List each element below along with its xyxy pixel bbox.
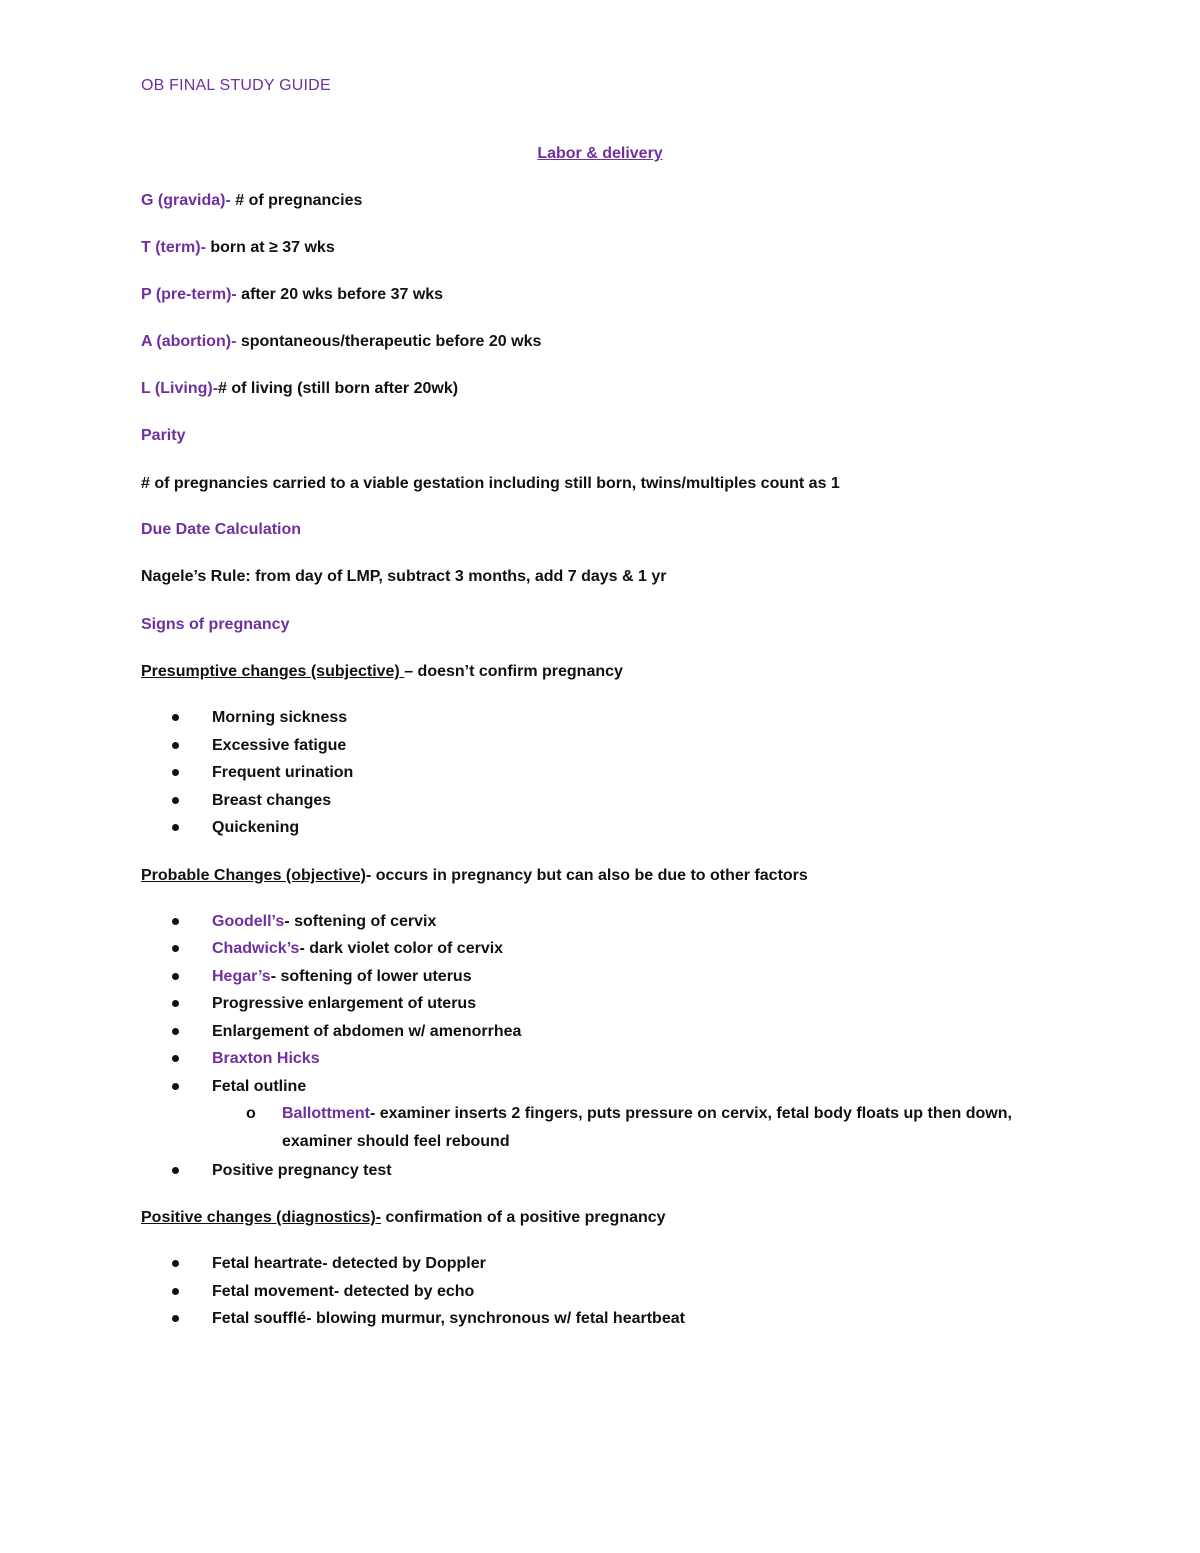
bullet-icon bbox=[172, 714, 179, 721]
bullet-icon bbox=[172, 973, 179, 980]
gtpal-living bbox=[141, 379, 458, 399]
sign-term: Hegar’s bbox=[212, 968, 271, 985]
probable-heading bbox=[141, 866, 808, 886]
positive-heading bbox=[141, 1208, 666, 1228]
due-date-heading: Due Date Calculation bbox=[141, 521, 302, 538]
gtpal-def: spontaneous/therapeutic before 20 wks bbox=[240, 333, 542, 350]
bullet-icon bbox=[172, 1167, 179, 1174]
bullet-icon bbox=[172, 918, 179, 925]
list-item-text: Positive pregnancy test bbox=[212, 1162, 392, 1179]
gtpal-sep: - bbox=[200, 239, 211, 256]
sign-desc: Progressive enlargement of uterus bbox=[212, 995, 477, 1012]
sign-desc: Fetal outline bbox=[212, 1078, 307, 1095]
gtpal-gravida bbox=[141, 191, 362, 211]
bullet-icon bbox=[172, 1000, 179, 1007]
gtpal-term: L (Living) bbox=[141, 380, 213, 397]
sub-bullet-marker: o bbox=[246, 1105, 256, 1122]
gtpal-def: after 20 wks before 37 wks bbox=[241, 286, 444, 303]
bullet-icon bbox=[172, 1028, 179, 1035]
section-title bbox=[0, 144, 1200, 164]
gtpal-def: born at ≥ 37 wks bbox=[210, 239, 335, 256]
gtpal-term: T (term) bbox=[141, 239, 201, 256]
gtpal-def: # of living (still born after 20wk) bbox=[218, 380, 459, 397]
sign-desc: Enlargement of abdomen w/ amenorrhea bbox=[212, 1023, 522, 1040]
probable-label: Probable Changes (objective) bbox=[141, 867, 366, 884]
gtpal-abortion bbox=[141, 332, 541, 352]
gtpal-term: G (gravida) bbox=[141, 192, 226, 209]
bullet-icon bbox=[172, 769, 179, 776]
bullet-icon bbox=[172, 824, 179, 831]
sign-desc: - dark violet color of cervix bbox=[299, 940, 504, 957]
sign-term: Braxton Hicks bbox=[212, 1050, 320, 1067]
bullet-icon bbox=[172, 945, 179, 952]
due-date-text: Nagele’s Rule: from day of LMP, subtract 3 months, add 7 days & 1 yr bbox=[141, 568, 667, 585]
sign-desc: - softening of cervix bbox=[284, 913, 437, 930]
parity-text: # of pregnancies carried to a viable gestation including still born, twins/multiples count as 1 bbox=[141, 475, 840, 492]
gtpal-preterm bbox=[141, 285, 443, 305]
probable-suffix: - occurs in pregnancy but can also be due to other factors bbox=[365, 867, 808, 884]
list-item-text: Excessive fatigue bbox=[212, 737, 347, 754]
bullet-icon bbox=[172, 797, 179, 804]
presumptive-heading bbox=[141, 662, 623, 682]
bullet-icon bbox=[172, 1315, 179, 1322]
signs-heading: Signs of pregnancy bbox=[141, 616, 290, 633]
bullet-icon bbox=[172, 1288, 179, 1295]
presumptive-label: Presumptive changes (subjective) bbox=[141, 663, 405, 680]
section-title-text: Labor & delivery bbox=[537, 145, 663, 162]
gtpal-term: A (abortion) bbox=[141, 333, 232, 350]
list-item-text: Quickening bbox=[212, 819, 300, 836]
bullet-icon bbox=[172, 1260, 179, 1267]
list-item-text: Morning sickness bbox=[212, 709, 348, 726]
sign-term: Chadwick’s bbox=[212, 940, 300, 957]
gtpal-def: # of pregnancies bbox=[235, 192, 363, 209]
list-item-text: Fetal soufflé- blowing murmur, synchronous w/ fetal heartbeat bbox=[212, 1310, 685, 1327]
gtpal-sep: - bbox=[212, 380, 219, 397]
positive-suffix: confirmation of a positive pregnancy bbox=[381, 1209, 666, 1226]
list-item-text: Frequent urination bbox=[212, 764, 354, 781]
list-item-text: Breast changes bbox=[212, 792, 332, 809]
sign-term: Ballottment bbox=[282, 1105, 370, 1122]
presumptive-suffix: – doesn’t confirm pregnancy bbox=[404, 663, 623, 680]
positive-label: Positive changes (diagnostics)- bbox=[141, 1209, 382, 1226]
list-item-text: Fetal heartrate- detected by Doppler bbox=[212, 1255, 486, 1272]
list-item-text: Fetal movement- detected by echo bbox=[212, 1283, 475, 1300]
bullet-icon bbox=[172, 742, 179, 749]
document-header: OB FINAL STUDY GUIDE bbox=[141, 77, 331, 94]
gtpal-sep: - bbox=[231, 286, 242, 303]
parity-heading: Parity bbox=[141, 427, 186, 444]
gtpal-sep: - bbox=[231, 333, 241, 350]
gtpal-term-row bbox=[141, 238, 335, 258]
bullet-icon bbox=[172, 1055, 179, 1062]
sign-desc: - examiner inserts 2 fingers, puts pressure on cervix, fetal body floats up then down, examiner should feel rebound bbox=[282, 1105, 1012, 1150]
sign-desc: - softening of lower uterus bbox=[270, 968, 472, 985]
sign-term: Goodell’s bbox=[212, 913, 285, 930]
bullet-icon bbox=[172, 1083, 179, 1090]
gtpal-sep: - bbox=[225, 192, 236, 209]
gtpal-term: P (pre-term) bbox=[141, 286, 232, 303]
